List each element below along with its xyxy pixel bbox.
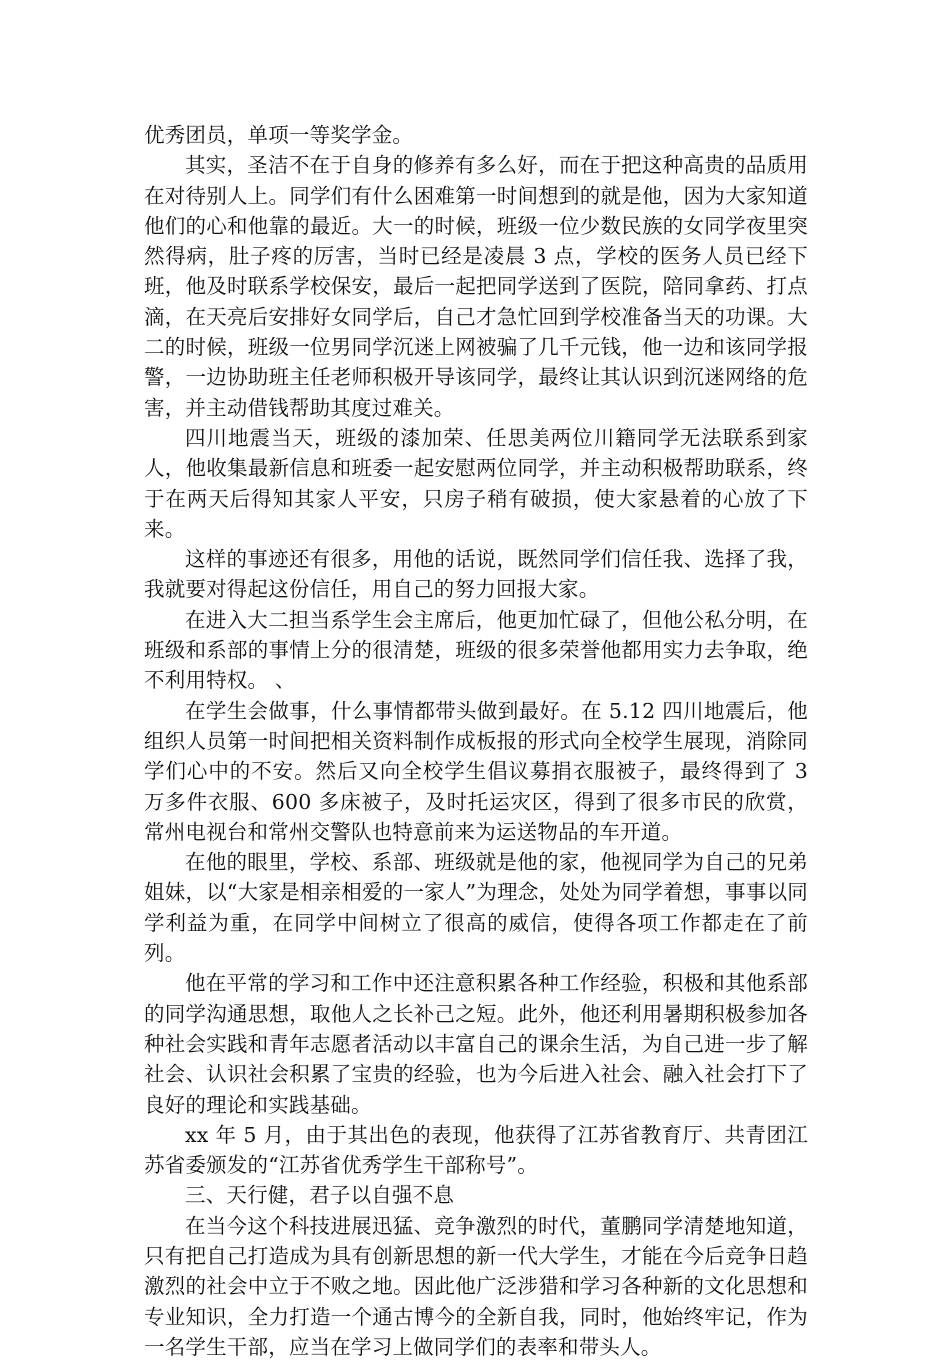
paragraph-8: 他在平常的学习和工作中还注意积累各种工作经验，积极和其他系部的同学沟通思想，取他人之长补己之短。此外，他还利用暑期积极参加各种社会实践和青年志愿者活动以丰富自己的课余生活，为自己进一步了解社会、认识社会积累了宝贵的经验，也为今后进入社会、融入社会打下了良好的理论和实践基础。 — [144, 971, 808, 1117]
paragraph-9: xx 年 5 月，由于其出色的表现，他获得了江苏省教育厅、共青团江苏省委颁发的“江苏省优秀学生干部称号”。 — [144, 1122, 808, 1178]
paragraph-10: 在当今这个科技进展迅猛、竞争激烈的时代，董鹏同学清楚地知道，只有把自己打造成为具有创新思想的新一代大学生，才能在今后竞争日趋激烈的社会中立于不败之地。因此他广泛涉猎和学习各种新的文化思想和专业知识，全力打造一个通古博今的全新自我，同时，他始终牢记，作为一名学生干部，应当在学习上做同学们的表率和带头人。 — [144, 1213, 808, 1359]
paragraph-2: 其实，圣洁不在于自身的修养有多么好，而在于把这种高贵的品质用在对待别人上。同学们有什么困难第一时间想到的就是他，因为大家知道他们的心和他靠的最近。大一的时候，班级一位少数民族的女同学夜里突然得病，肚子疼的厉害，当时已经是凌晨 3 点，学校的医务人员已经下班，他及时联系学校保安，最后一起把同学送到了医院，陪同拿药、打点滴，在天亮后安排好女同学后，自己才急忙回到学校准备当天的功课。大二的时候，班级一位男同学沉迷上网被骗了几千元钱，他一边和该同学报警，一边协助班主任老师积极开导该同学，最终让其认识到沉迷网络的危害，并主动借钱帮助其度过难关。 — [144, 153, 808, 420]
paragraph-1: 优秀团员，单项一等奖学金。 — [144, 123, 414, 147]
paragraph-5: 在进入大二担当系学生会主席后，他更加忙碌了，但他公私分明，在班级和系部的事情上分的很清楚，班级的很多荣誉他都用实力去争取，绝不利用特权。 、 — [144, 607, 808, 693]
document-body — [144, 120, 808, 1362]
paragraph-4: 这样的事迹还有很多，用他的话说，既然同学们信任我、选择了我，我就要对得起这份信任，用自己的努力回报大家。 — [144, 547, 808, 602]
paragraph-7: 在他的眼里，学校、系部、班级就是他的家，他视同学为自己的兄弟姐妹，以“大家是相亲相爱的一家人”为理念，处处为同学着想，事事以同学利益为重，在同学中间树立了很高的威信，使得各项工作都走在了前列。 — [144, 850, 808, 966]
section-heading: 三、天行健，君子以自强不息 — [185, 1183, 455, 1208]
paragraph-3: 四川地震当天，班级的漆加荣、任思美两位川籍同学无法联系到家人，他收集最新信息和班委一起安慰两位同学，并主动积极帮助联系，终于在两天后得知其家人平安，只房子稍有破损，使大家悬着的心放了下来。 — [144, 425, 808, 541]
paragraph-6: 在学生会做事，什么事情都带头做到最好。在 5.12 四川地震后，他组织人员第一时间把相关资料制作成板报的形式向全校学生展现，消除同学们心中的不安。然后又向全校学生倡议募捐衣服被子，最终得到了 3 万多件衣服、600 多床被子，及时托运灾区，得到了很多市民的欣赏，常州电视台和常州交警队也特意前来为运送物品的车开道。 — [144, 698, 808, 844]
